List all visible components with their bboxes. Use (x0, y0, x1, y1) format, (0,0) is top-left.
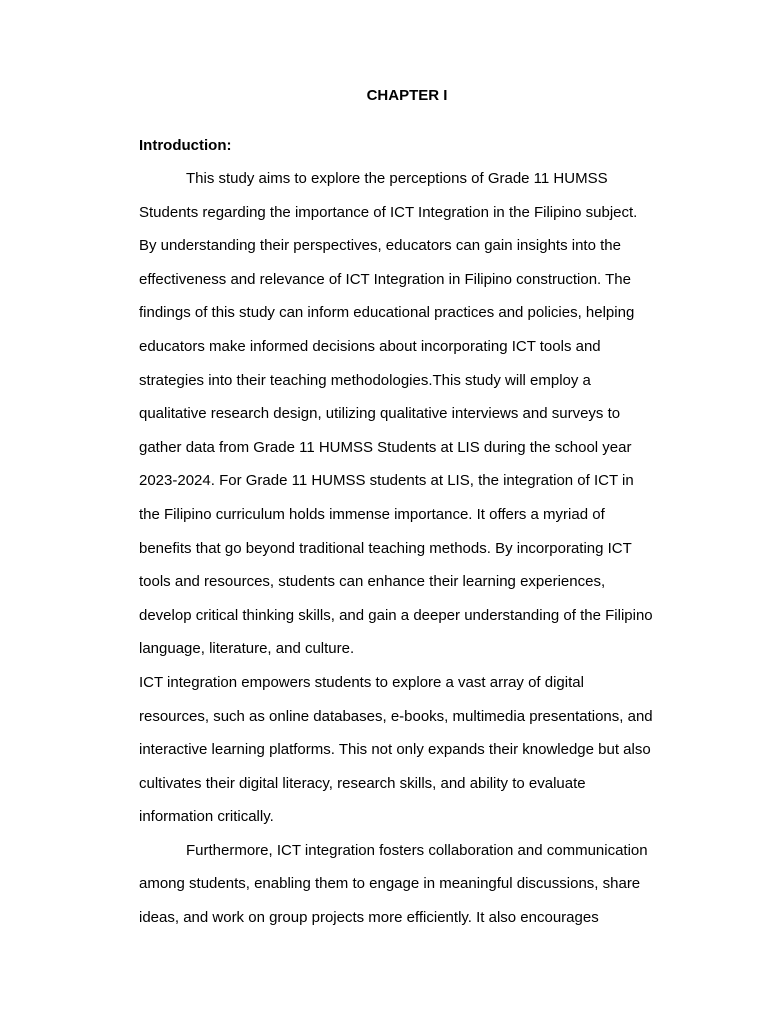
paragraph-line: gather data from Grade 11 HUMSS Students at LIS during the school year (139, 438, 632, 456)
paragraph-line: educators make informed decisions about incorporating ICT tools and (139, 337, 601, 355)
paragraph-line: among students, enabling them to engage in meaningful discussions, share (139, 875, 641, 893)
paragraph-line: qualitative research design, utilizing qualitative interviews and surveys to (139, 405, 621, 423)
paragraph-line: develop critical thinking skills, and gain a deeper understanding of the Filipino (139, 606, 653, 624)
paragraph-line: benefits that go beyond traditional teaching methods. By incorporating ICT (139, 539, 632, 557)
paragraph-line: By understanding their perspectives, educators can gain insights into the (139, 237, 621, 255)
paragraph-line: This study aims to explore the perceptions of Grade 11 HUMSS (186, 170, 608, 187)
paragraph-line: strategies into their teaching methodologies.This study will employ a (139, 371, 591, 389)
paragraph-line: Furthermore, ICT integration fosters collaboration and communication (186, 841, 648, 859)
paragraph-line: ideas, and work on group projects more efficiently. It also encourages (139, 909, 599, 927)
paragraph-line: the Filipino curriculum holds immense importance. It offers a myriad of (139, 505, 605, 523)
paragraph-line: resources, such as online databases, e-books, multimedia presentations, and (139, 707, 653, 725)
paragraph-line: 2023-2024. For Grade 11 HUMSS students at LIS, the integration of ICT in (139, 472, 634, 490)
paragraph-line: tools and resources, students can enhance their learning experiences, (139, 573, 606, 591)
body-text (139, 167, 679, 940)
chapter-title: CHAPTER I (366, 87, 448, 104)
paragraph-line: Students regarding the importance of ICT Integration in the Filipino subject. (139, 203, 638, 221)
paragraph-line: ICT integration empowers students to explore a vast array of digital (139, 673, 584, 691)
paragraph-line: language, literature, and culture. (139, 640, 355, 658)
paragraph-line: interactive learning platforms. This not only expands their knowledge but also (139, 741, 651, 759)
section-heading: Introduction: (139, 137, 232, 154)
paragraph-line: findings of this study can inform educational practices and policies, helping (139, 304, 635, 322)
paragraph-line: information critically. (139, 808, 274, 826)
paragraph-line: effectiveness and relevance of ICT Integration in Filipino construction. The (139, 270, 631, 288)
paragraph-line: cultivates their digital literacy, research skills, and ability to evaluate (139, 774, 586, 792)
